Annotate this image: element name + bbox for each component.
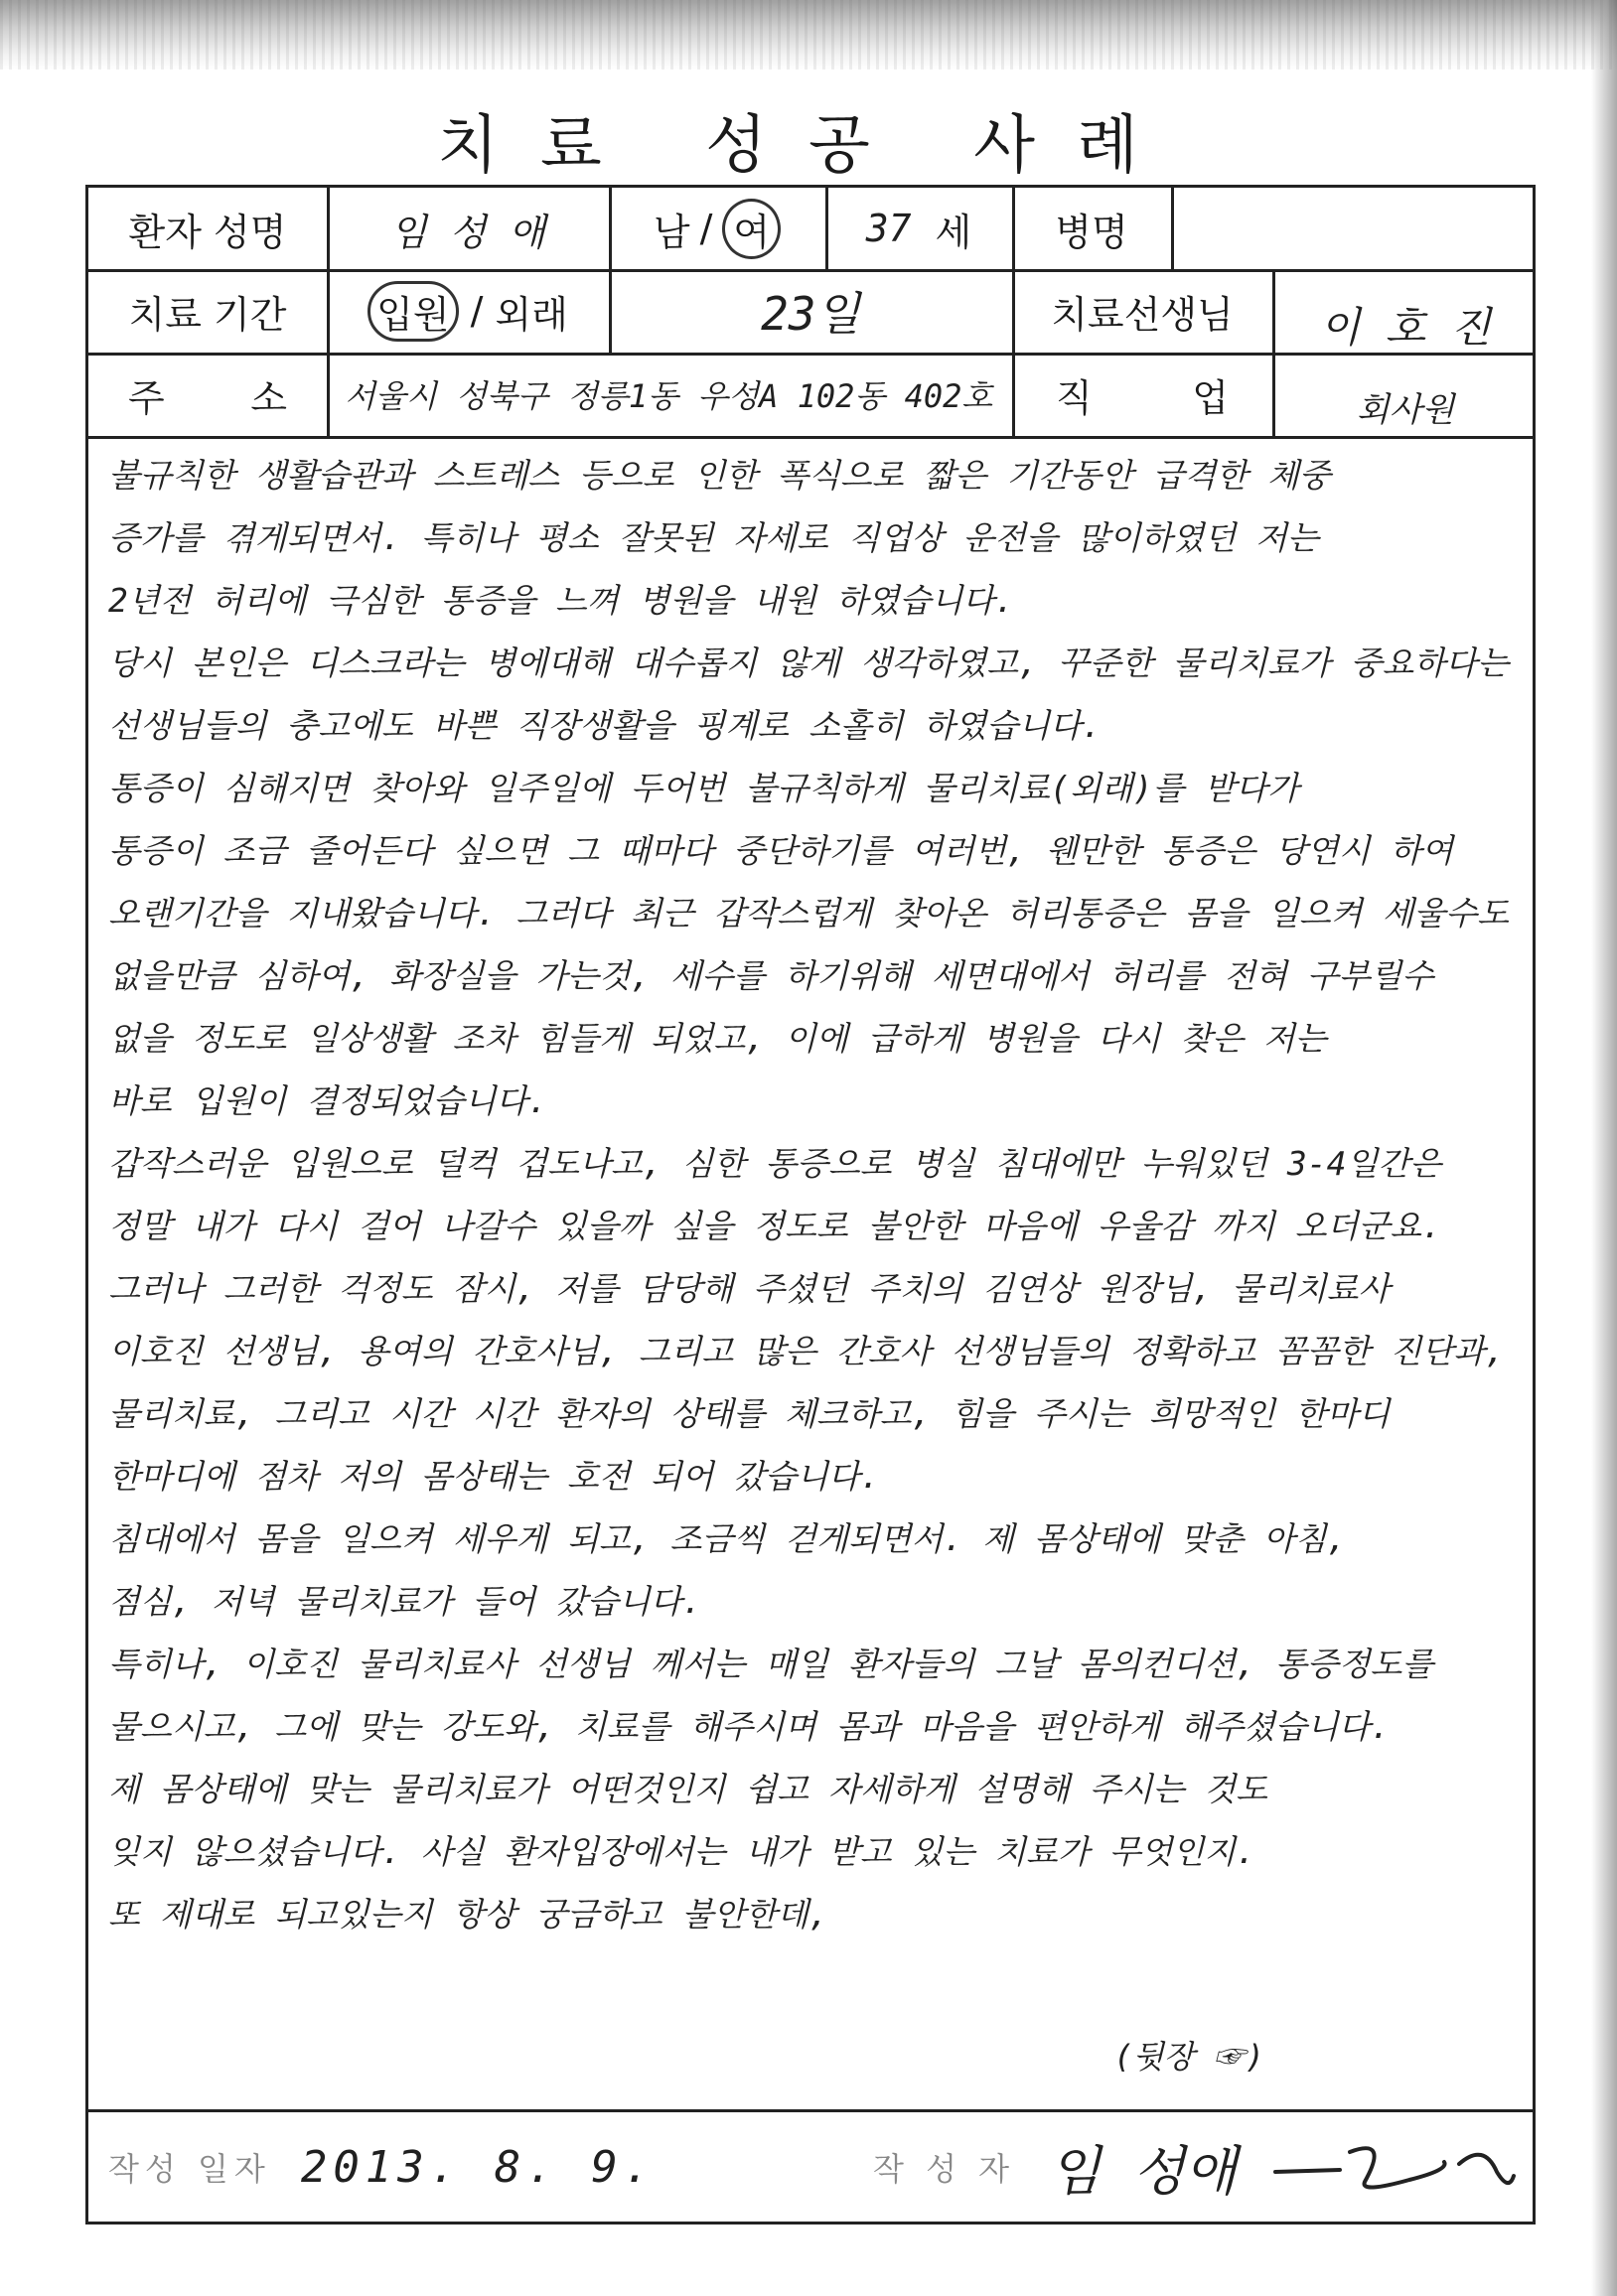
body-line: 침대에서 몸을 일으켜 세우게 되고, 조금씩 걷게되면서. 제 몸상태에 맞춘 아침, <box>108 1519 1347 1558</box>
job-label-second: 업 <box>1192 375 1229 420</box>
body-line: 물리치료, 그리고 시간 시간 환자의 상태를 체크하고, 힘을 주시는 희망적인 한마디 <box>108 1394 1391 1433</box>
body-line: 바로 입원이 결정되었습니다. <box>108 1081 548 1120</box>
body-line: 이호진 선생님, 용여의 간호사님, 그리고 많은 간호사 선생님들의 정확하고 꼼꼼한 진단과, <box>108 1332 1505 1370</box>
author-value: 임 성애 <box>1049 2139 1238 2203</box>
author-field <box>873 2109 1529 2224</box>
therapist-value: 이 호 진 <box>1319 303 1492 352</box>
therapist-label: 치료선생님 <box>1051 292 1234 337</box>
gender-female-circled: 여 <box>722 199 781 259</box>
address-label-second: 소 <box>250 375 287 420</box>
age-value: 37 <box>865 207 912 250</box>
address-label-first: 주 <box>128 375 165 420</box>
period-type <box>327 269 609 353</box>
date-field <box>108 2109 794 2224</box>
body-line: 당시 본인은 디스크라는 병에대해 대수롭지 않게 생각하였고, 꾸준한 물리치료가 중요하다는 <box>108 644 1510 682</box>
body-line: 통증이 심해지면 찾아와 일주일에 두어번 불규칙하게 물리치료(외래)를 받다가 <box>108 769 1299 807</box>
scan-shadow-top <box>0 0 1617 70</box>
body-line: 특히나, 이호진 물리치료사 선생님 께서는 매일 환자들의 그날 몸의컨디션, 통증정도를 <box>108 1645 1434 1683</box>
disease-value <box>1171 188 1539 269</box>
address-label <box>88 353 327 436</box>
date-value: 2013. 8. 9. <box>300 2141 657 2193</box>
testimonial-body <box>108 444 1519 1945</box>
name-label: 환자 성명 <box>128 210 287 254</box>
page-title: 치료 성공 사례 <box>437 109 1180 183</box>
date-label: 작성 일자 <box>108 2150 271 2188</box>
period-inpatient-circled: 입원 <box>368 281 458 342</box>
body-line: 오랜기간을 지내왔습니다. 그러다 최근 갑작스럽게 찾아온 허리통증은 몸을 일으켜 세울수도 <box>108 894 1510 933</box>
body-line: 정말 내가 다시 걸어 나갈수 있을까 싶을 정도로 불안한 마음에 우울감 까지 오더군요. <box>108 1207 1442 1245</box>
gender-field <box>609 188 825 269</box>
period-separator: / <box>470 289 484 333</box>
body-line: 또 제대로 되고있는지 항상 궁금하고 불안한데, <box>108 1895 828 1934</box>
name-value: 임 성 애 <box>390 210 545 254</box>
address-value: 서울시 성북구 정릉1동 우성A 102동 402호 <box>345 377 993 415</box>
form-frame <box>85 185 1536 2224</box>
continue-note: (뒷장 ☞) <box>1113 2038 1264 2076</box>
age-field <box>825 188 1012 269</box>
body-line: 한마디에 점차 저의 몸상태는 호전 되어 갔습니다. <box>108 1457 880 1496</box>
author-label: 작 성 자 <box>873 2150 1016 2188</box>
body-line: 점심, 저녁 물리치료가 들어 갔습니다. <box>108 1582 702 1621</box>
period-value: 23일 <box>761 287 860 341</box>
body-line: 제 몸상태에 맞는 물리치료가 어떤것인지 쉽고 자세하게 설명해 주시는 것도 <box>108 1770 1268 1808</box>
body-line: 불규칙한 생활습관과 스트레스 등으로 인한 폭식으로 짧은 기간동안 급격한 체중 <box>108 456 1331 495</box>
body-line: 선생님들의 충고에도 바쁜 직장생활을 핑계로 소홀히 하였습니다. <box>108 706 1102 745</box>
body-line: 갑작스러운 입원으로 덜컥 겁도나고, 심한 통증으로 병실 침대에만 누워있던 3-4일간은 <box>108 1144 1442 1183</box>
signature-scribble <box>1270 2132 1519 2202</box>
gender-male: 남 <box>653 210 690 254</box>
job-label <box>1012 353 1272 436</box>
job-value: 회사원 <box>1356 389 1455 430</box>
body-line: 2년전 허리에 극심한 통증을 느껴 병원을 내원 하였습니다. <box>108 581 1015 620</box>
job-label-first: 직 <box>1056 375 1093 420</box>
body-line: 잊지 않으셨습니다. 사실 환자입장에서는 내가 받고 있는 치료가 무엇인지. <box>108 1832 1256 1871</box>
age-unit: 세 <box>935 210 972 254</box>
body-line: 증가를 겪게되면서. 특히나 평소 잘못된 자세로 직업상 운전을 많이하였던 저는 <box>108 518 1319 557</box>
body-line: 그러나 그러한 걱정도 잠시, 저를 담당해 주셨던 주치의 김연상 원장님, 물리치료사 <box>108 1269 1391 1308</box>
period-label: 치료 기간 <box>128 292 287 337</box>
body-line: 없을만큼 심하여, 화장실을 가는것, 세수를 하기위해 세면대에서 허리를 전혀 구부릴수 <box>108 956 1434 995</box>
disease-label: 병명 <box>1055 210 1128 254</box>
body-line: 없을 정도로 일상생활 조차 힘들게 되었고, 이에 급하게 병원을 다시 찾은 저는 <box>108 1019 1327 1058</box>
period-outpatient: 외래 <box>495 292 568 337</box>
body-line: 통증이 조금 줄어든다 싶으면 그 때마다 중단하기를 여러번, 웬만한 통증은 당연시 하여 <box>108 831 1454 870</box>
gender-separator: / <box>699 207 713 250</box>
scan-shadow-right <box>1591 0 1617 2296</box>
body-line: 물으시고, 그에 맞는 강도와, 치료를 해주시며 몸과 마음을 편안하게 해주셨습니다. <box>108 1707 1391 1746</box>
